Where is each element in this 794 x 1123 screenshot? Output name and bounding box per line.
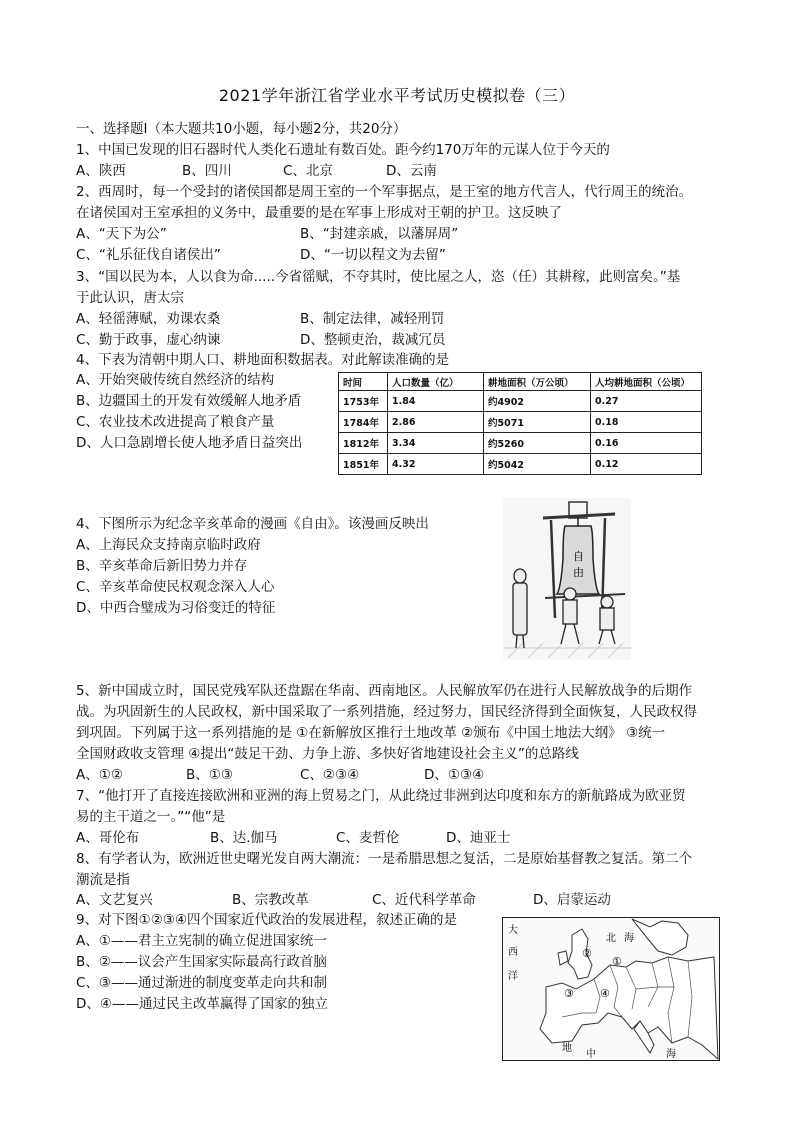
map-marker-2: ② xyxy=(582,947,592,960)
table-cell: 1.84 xyxy=(388,391,484,412)
table-cell: 1784年 xyxy=(339,412,388,433)
table-header-row xyxy=(339,373,702,391)
question-3-stem-line2: 于此认识，唐太宗 xyxy=(76,290,184,306)
question-8-option-b[interactable]: B、宗教改革 xyxy=(232,892,309,908)
population-table xyxy=(338,372,702,475)
question-1-option-b[interactable]: B、四川 xyxy=(182,163,232,179)
question-2-option-a[interactable]: A、“天下为公” xyxy=(76,226,167,242)
question-4a-option-c[interactable]: C、农业技术改进提高了粮食产量 xyxy=(76,414,275,430)
cartoon-text-zi: 自 xyxy=(573,550,584,563)
map-marker-1: ① xyxy=(612,955,622,968)
question-5-line2: 战。为巩固新生的人民政权，新中国采取了一系列措施，经过努力，国民经济得到全面恢复，人民政权得 xyxy=(76,704,697,720)
table-cell: 2.86 xyxy=(388,412,484,433)
question-4a-stem: 4、下表为清朝中期人口、耕地面积数据表。对此解读准确的是 xyxy=(76,352,450,368)
table-cell: 约5260 xyxy=(484,433,591,454)
question-4a-option-b[interactable]: B、边疆国土的开发有效缓解人地矛盾 xyxy=(76,393,302,409)
table-header-cell: 耕地面积（万公顷） xyxy=(484,373,591,391)
question-3-stem-line1: 3、“国以民为本，人以食为命.....今省徭赋，不夺其时，使比屋之人，恣（任）其耕稼，此则富矣。”基 xyxy=(76,269,681,285)
map-label-med-2: 中 xyxy=(586,1049,596,1060)
table-cell: 1753年 xyxy=(339,391,388,412)
map-label-med-3: 海 xyxy=(666,1049,676,1060)
table-cell: 3.34 xyxy=(388,433,484,454)
table-row xyxy=(339,412,702,433)
table-header-cell: 人均耕地面积（公顷） xyxy=(591,373,702,391)
question-4b-option-d[interactable]: D、中西合璧成为习俗变迁的特征 xyxy=(76,600,276,616)
question-2-stem-line1: 2、西周时，每一个受封的诸侯国都是周王室的一个军事据点，是王室的地方代言人，代行周王的统治。 xyxy=(76,184,693,200)
table-cell: 1812年 xyxy=(339,433,388,454)
question-4b-option-b[interactable]: B、辛亥革命后新旧势力并存 xyxy=(76,558,248,574)
question-5-option-c[interactable]: C、②③④ xyxy=(300,767,360,783)
section-heading: 一、选择题Ⅰ（本大题共10小题，每小题2分，共20分） xyxy=(76,121,407,137)
question-3-option-c[interactable]: C、勤于政事，虚心纳谏 xyxy=(76,332,221,348)
table-cell: 4.32 xyxy=(388,454,484,475)
table-header-cell: 人口数量（亿） xyxy=(388,373,484,391)
question-7-option-b[interactable]: B、达.伽马 xyxy=(210,830,278,846)
question-2-option-d[interactable]: D、“一切以程文为去留” xyxy=(300,247,446,263)
table-cell: 约4902 xyxy=(484,391,591,412)
question-3-option-d[interactable]: D、整顿吏治，裁减冗员 xyxy=(300,332,446,348)
question-9-option-b[interactable]: B、②——议会产生国家实际最高行政首脑 xyxy=(76,954,327,970)
question-2-option-c[interactable]: C、“礼乐征伐自诸侯出” xyxy=(76,247,221,263)
question-9-option-a[interactable]: A、①——君主立宪制的确立促进国家统一 xyxy=(76,933,327,949)
question-7-option-d[interactable]: D、迪亚士 xyxy=(446,830,511,846)
question-3-option-a[interactable]: A、轻徭薄赋，劝课农桑 xyxy=(76,311,221,327)
question-4b-stem: 4、下图所示为纪念辛亥革命的漫画《自由》。该漫画反映出 xyxy=(76,516,429,532)
question-2-option-b[interactable]: B、“封建亲戚，以藩屏周” xyxy=(300,226,459,242)
question-5-line4: 全国财政收支管理 ④提出“鼓足干劲、力争上游、多快好省地建设社会主义”的总路线 xyxy=(76,746,579,762)
question-9-option-c[interactable]: C、③——通过渐进的制度变革走向共和制 xyxy=(76,975,328,991)
freedom-cartoon-image xyxy=(503,498,631,660)
question-8-stem-line2: 潮流是指 xyxy=(76,872,130,888)
table-cell: 0.12 xyxy=(591,454,702,475)
map-marker-4: ④ xyxy=(600,987,610,1000)
question-9-option-d[interactable]: D、④——通过民主改革赢得了国家的独立 xyxy=(76,996,328,1012)
question-7-option-c[interactable]: C、麦哲伦 xyxy=(336,830,400,846)
table-cell: 0.16 xyxy=(591,433,702,454)
question-8-option-c[interactable]: C、近代科学革命 xyxy=(372,892,476,908)
question-5-option-d[interactable]: D、①③④ xyxy=(424,767,485,783)
question-4a-option-a[interactable]: A、开始突破传统自然经济的结构 xyxy=(76,372,275,388)
question-7-option-a[interactable]: A、哥伦布 xyxy=(76,830,140,846)
table-cell: 1851年 xyxy=(339,454,388,475)
question-1-stem: 1、中国已发现的旧石器时代人类化石遗址有数百处。距今约170万年的元谋人位于今天的 xyxy=(76,142,610,158)
europe-map xyxy=(502,917,720,1061)
map-label-north-sea-1: 北 xyxy=(606,933,616,944)
map-label-north-sea-2: 海 xyxy=(624,933,634,944)
map-label-ocean-3: 洋 xyxy=(508,971,518,982)
map-label-ocean-1: 大 xyxy=(508,925,518,936)
table-header-cell: 时间 xyxy=(339,373,388,391)
table-row xyxy=(339,433,702,454)
question-3-option-b[interactable]: B、制定法律，减轻刑罚 xyxy=(300,311,445,327)
table-cell: 约5042 xyxy=(484,454,591,475)
question-4a-option-d[interactable]: D、人口急剧增长使人地矛盾日益突出 xyxy=(76,435,303,451)
question-5-option-a[interactable]: A、①② xyxy=(76,767,123,783)
table-cell: 0.18 xyxy=(591,412,702,433)
question-8-option-a[interactable]: A、文艺复兴 xyxy=(76,892,153,908)
question-2-stem-line2: 在诸侯国对王室承担的义务中，最重要的是在军事上形成对王朝的护卫。这反映了 xyxy=(76,205,562,221)
question-1-option-c[interactable]: C、北京 xyxy=(283,163,333,179)
cartoon-text-you: 由 xyxy=(573,566,584,579)
question-9-stem: 9、对下图①②③④四个国家近代政治的发展进程，叙述正确的是 xyxy=(76,912,457,928)
map-marker-3: ③ xyxy=(564,987,574,1000)
page-title: 2021学年浙江省学业水平考试历史模拟卷（三） xyxy=(218,86,576,105)
question-5-line1: 5、新中国成立时，国民党残军队还盘踞在华南、西南地区。人民解放军仍在进行人民解放战争的后期作 xyxy=(76,683,693,699)
question-1-option-a[interactable]: A、陕西 xyxy=(76,163,126,179)
question-4b-option-c[interactable]: C、辛亥革命使民权观念深入人心 xyxy=(76,579,275,595)
table-row xyxy=(339,391,702,412)
question-8-option-d[interactable]: D、启蒙运动 xyxy=(533,892,611,908)
map-label-med-1: 地 xyxy=(562,1043,572,1054)
question-1-option-d[interactable]: D、云南 xyxy=(386,163,437,179)
table-cell: 0.27 xyxy=(591,391,702,412)
question-7-stem-line2: 易的主干道之一。”“他”是 xyxy=(76,809,226,825)
map-label-ocean-2: 西 xyxy=(508,947,518,958)
question-5-option-b[interactable]: B、①③ xyxy=(186,767,233,783)
table-row xyxy=(339,454,702,475)
question-4b-option-a[interactable]: A、上海民众支持南京临时政府 xyxy=(76,537,261,553)
question-5-line3: 到巩固。下列属于这一系列措施的是 ①在新解放区推行土地改革 ②颁布《中国土地法大纲》 ③统一 xyxy=(76,725,666,741)
question-7-stem-line1: 7、“他打开了直接连接欧洲和亚洲的海上贸易之门，从此绕过非洲到达印度和东方的新航路成为欧亚贸 xyxy=(76,788,686,804)
table-cell: 约5071 xyxy=(484,412,591,433)
question-8-stem-line1: 8、有学者认为，欧洲近世史曙光发自两大潮流：一是希腊思想之复活，二是原始基督教之复活。第二个 xyxy=(76,851,693,867)
